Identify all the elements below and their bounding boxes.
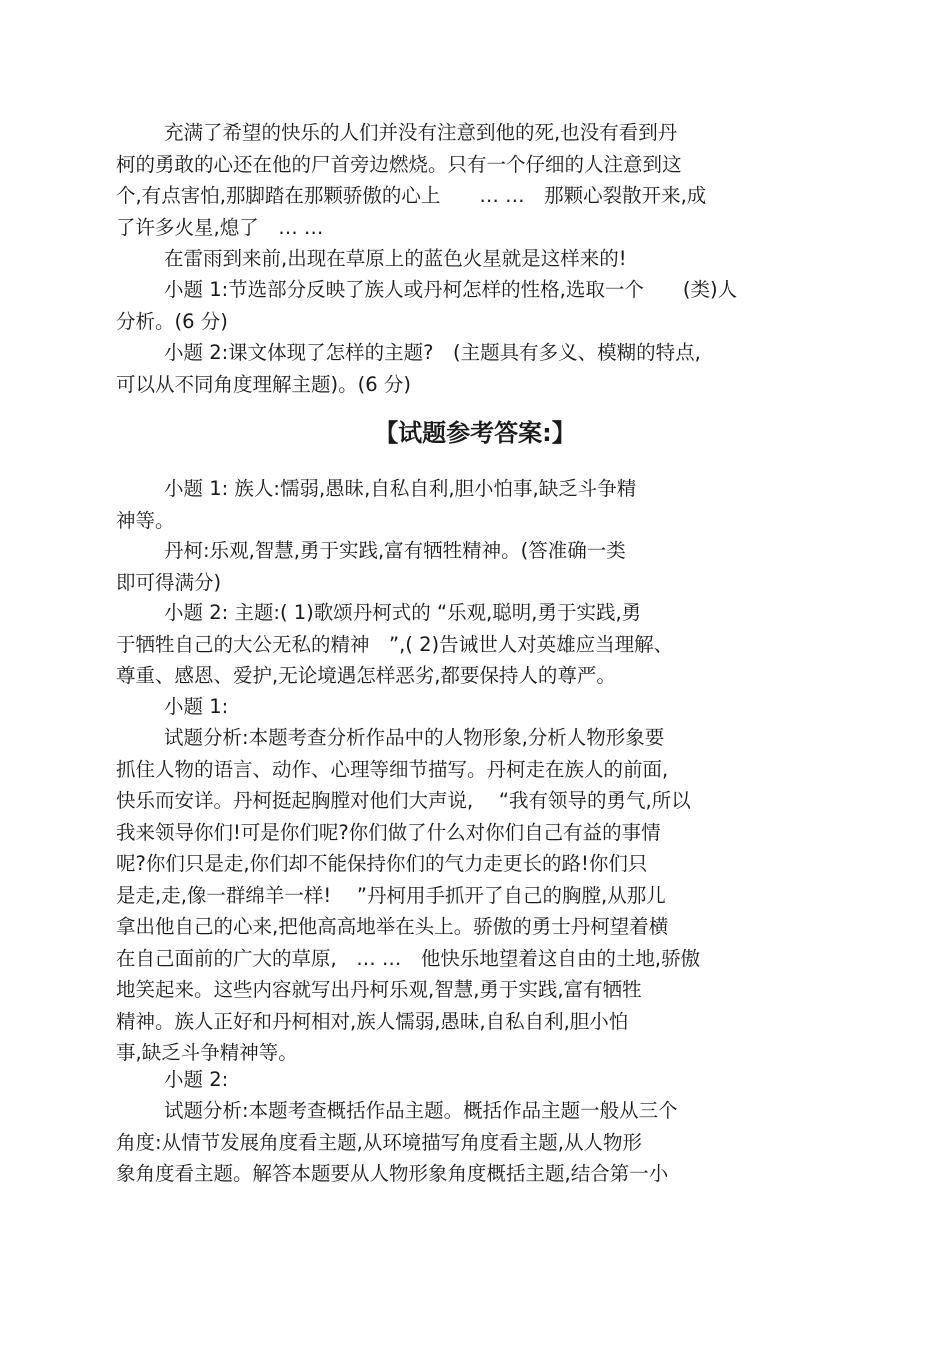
- section-2-label: [116, 1064, 796, 1096]
- text-line: 事,缺乏斗争精神等。: [116, 1041, 298, 1064]
- text-line: 试题分析:本题考查概括作品主题。概括作品主题一般从三个: [164, 1099, 678, 1122]
- text-line: 地笑起来。这些内容就写出丹柯乐观,智慧,勇于实践,富有牺牲: [116, 978, 642, 1001]
- text-line: 抓住人物的语言、动作、心理等细节描写。丹柯走在族人的前面,: [116, 757, 669, 781]
- passage-paragraph-2: [116, 243, 796, 275]
- text-line: 在雷雨到来前,出现在草原上的蓝色火星就是这样来的!: [164, 247, 627, 270]
- text-line: 小题 2: 主题:( 1)歌颂丹柯式的 “乐观,聪明,勇于实践,勇: [164, 601, 642, 624]
- text-line: 在自己面前的广大的草原, … … 他快乐地望着这自由的土地,骄傲: [116, 946, 701, 970]
- answer-1-danko: [116, 535, 796, 598]
- text-line: 小题 1: 族人:懦弱,愚昧,自私自利,胆小怕事,缺乏斗争精: [164, 477, 637, 500]
- text-line: 了许多火星,熄了 … …: [116, 215, 324, 239]
- text-line: 尊重、感恩、爱护,无论境遇怎样恶劣,都要保持人的尊严。: [116, 664, 616, 687]
- text-line: 充满了希望的快乐的人们并没有注意到他的死,也没有看到丹: [164, 121, 678, 144]
- text-line: 拿出他自己的心来,把他高高地举在头上。骄傲的勇士丹柯望着横: [116, 915, 669, 938]
- passage-paragraph-1: [116, 117, 796, 243]
- answer-2-theme: [116, 597, 796, 692]
- text-line: 小题 2:课文体现了怎样的主题? (主题具有多义、模糊的特点,: [164, 341, 701, 364]
- text-line: 于牺牲自己的大公无私的精神 ”,( 2)告诫世人对英雄应当理解、: [116, 632, 674, 656]
- text-line: 快乐而安详。丹柯挺起胸膛对他们大声说, “我有领导的勇气,所以: [116, 789, 691, 812]
- section-2-analysis: [116, 1095, 796, 1190]
- question-1: [116, 274, 796, 337]
- section-1-label: [116, 691, 796, 723]
- text-line: 个,有点害怕,那脚踏在那颗骄傲的心上 … … 那颗心裂散开来,成: [116, 184, 707, 207]
- section-1-analysis: [116, 722, 796, 1069]
- text-line: 角度:从情节发展角度看主题,从环境描写角度看主题,从人物形: [116, 1130, 642, 1154]
- text-line: 精神。族人正好和丹柯相对,族人懦弱,愚昧,自私自利,胆小怕: [116, 1009, 629, 1033]
- answer-1-clansmen: [116, 473, 796, 536]
- text-line: 小题 2:: [164, 1068, 229, 1091]
- text-line: 试题分析:本题考查分析作品中的人物形象,分析人物形象要: [164, 726, 665, 749]
- text-line: 丹柯:乐观,智慧,勇于实践,富有牺牲精神。(答准确一类: [164, 539, 626, 562]
- question-2: [116, 337, 796, 400]
- text-line: 是走,走,像一群绵羊一样! ”丹柯用手抓开了自己的胸膛,从那儿: [116, 883, 666, 907]
- answers-heading: 【试题参考答案:】: [374, 419, 576, 447]
- text-line: 象角度看主题。解答本题要从人物形象角度概括主题,结合第一小: [116, 1162, 669, 1185]
- text-line: 呢?你们只是走,你们却不能保持你们的气力走更长的路!你们只: [116, 852, 648, 875]
- text-line: 即可得满分): [116, 570, 222, 594]
- text-line: 神等。: [116, 508, 175, 532]
- text-line: 小题 1:节选部分反映了族人或丹柯怎样的性格,选取一个 (类)人: [164, 278, 738, 301]
- text-line: 小题 1:: [164, 695, 229, 718]
- text-line: 柯的勇敢的心还在他的尸首旁边燃烧。只有一个仔细的人注意到这: [116, 152, 682, 176]
- text-line: 可以从不同角度理解主题)。(6 分): [116, 372, 411, 396]
- text-line: 分析。(6 分): [116, 309, 228, 333]
- text-line: 我来领导你们!可是你们呢?你们做了什么对你们自己有益的事情: [116, 820, 661, 844]
